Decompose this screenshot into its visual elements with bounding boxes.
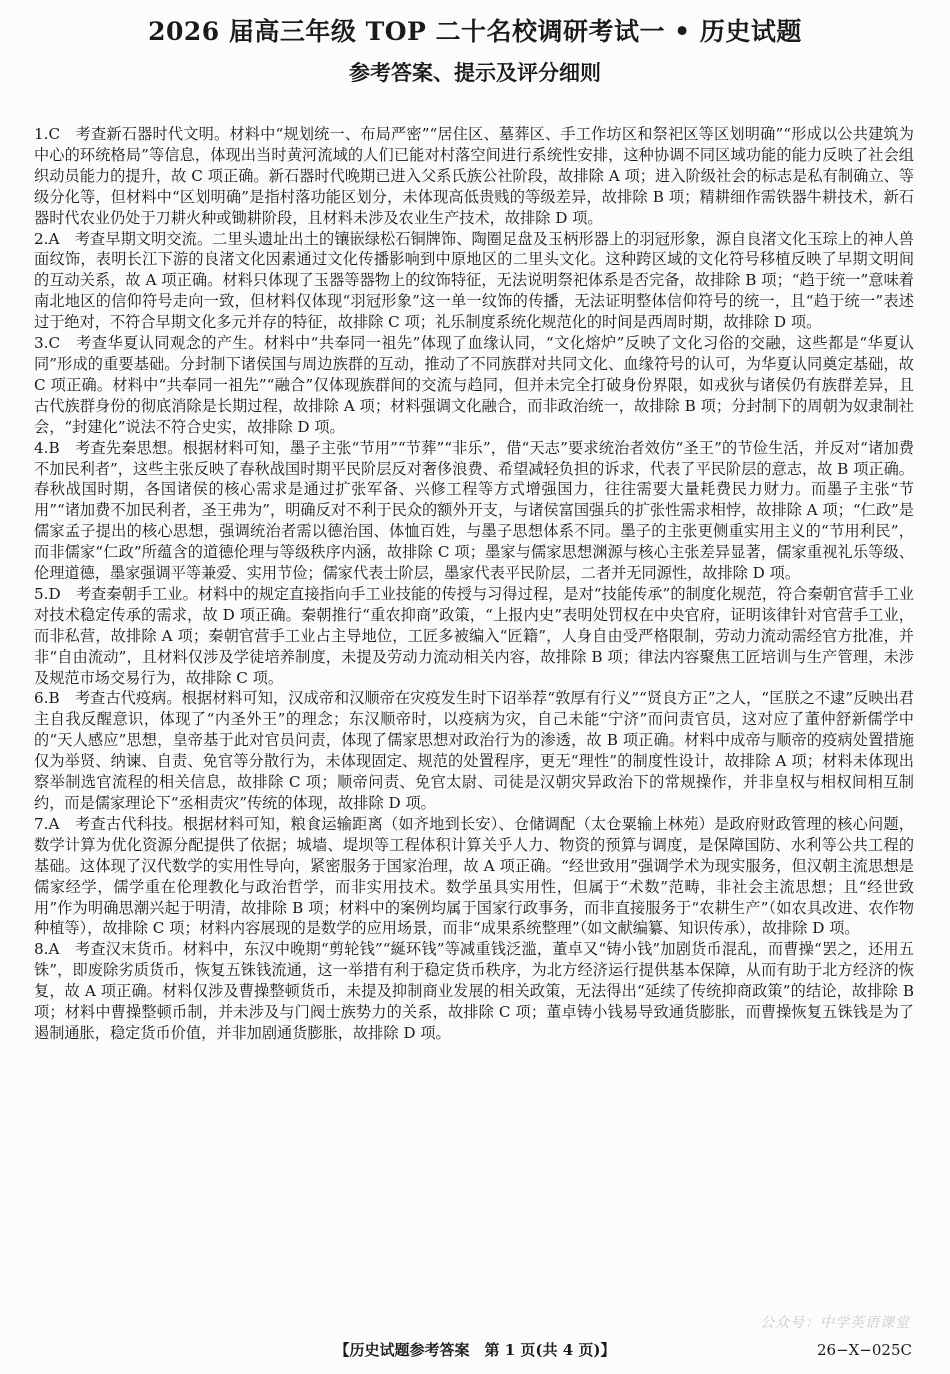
answer-item-5 — [34, 584, 914, 689]
answer-item-1 — [34, 124, 914, 229]
answer-text: C 考查华夏认同观念的产生。材料中“共奉同一祖先”体现了血缘认同，“文化熔炉”反映了文化习俗的交融，这些都是“华夏认同”形成的重要基础。分封制下诸侯国与周边族群的互动，推动了不同族群对共同文化、血缘符号的认可，为华夏认同奠定基础，故 C 项正确。材料中“共奉同一祖先”“融合”仅体现族群间的交流与趋同，但并未完全打破身份界限，如戎狄与诸侯仍有族群差异，且古代族群身份的彻底消除是长期过程，故排除 A 项；材料强调文化融合，而非政治统一，故排除 B 项；分封制下的周朝为奴隶制社会，“封建化”说法不符合史实，故排除 D 项。 — [34, 334, 914, 436]
answer-number: 2. — [34, 229, 49, 248]
page-title: 2026 届高三年级 TOP 二十名校调研考试一 • 历史试题 — [148, 17, 802, 46]
answer-number: 5. — [34, 584, 49, 603]
page-footer — [0, 1339, 950, 1363]
answer-item-8 — [34, 939, 914, 1044]
answer-item-7 — [34, 814, 914, 939]
answer-number: 4. — [34, 438, 49, 457]
answer-item-4 — [34, 438, 914, 584]
answer-text: D 考查秦朝手工业。材料中的规定直接指向手工业技能的传授与习得过程，是对“技能传承”的制度化规范，符合秦朝官营手工业对技术稳定传承的需求，故 D 项正确。秦朝推行“重农抑商”政策，“上报内史”表明处罚权在中央官府，证明该律针对官营手工业，而非私营，故排除 A 项；秦朝官营手工业占主导地位，工匠多被编入“匠籍”，人身自由受严格限制，劳动力流动需经官方批准，并非“自由流动”，且材料仅涉及学徒培养制度，未提及劳动力流动相关内容，故排除 B 项；律法内容聚焦工匠培训与生产管理，未涉及规范市场交易行为，故排除 C 项。 — [34, 584, 914, 687]
footer-exam-code: 26−X−025C — [816, 1341, 912, 1359]
answer-text: C 考查新石器时代文明。材料中“规划统一、布局严密”“居住区、墓葬区、手工作坊区和祭祀区等区划明确”“形成以公共建筑为中心的环统格局”等信息，体现出当时黄河流域的人们已能对村落空间进行系统性安排，这种协调不同区域功能的能力反映了社会组织动员能力的提升，故 C 项正确。新石器时代晚期已进入父系氏族公社阶段，故排除 A 项；进入阶级社会的标志是私有制确立、等级分化等，但材料中“区划明确”是指村落功能区划分，未体现高低贵贱的等级差异，故排除 B 项；精耕细作需铁器牛耕技术，新石器时代农业仍处于刀耕火种或锄耕阶段，且材料未涉及农业生产技术，故排除 D 项。 — [34, 125, 914, 227]
watermark: 公众号：中学英语课堂 — [760, 1315, 910, 1331]
answer-text: B 考查古代疫病。根据材料可知，汉成帝和汉顺帝在灾疫发生时下诏举荐“敦厚有行义”“贤良方正”之人，“匡朕之不逮”反映出君主自我反醒意识，体现了“内圣外王”的理念；东汉顺帝时，以疫病为灾，自己未能“宁济”而问责官员，这对应了董仲舒新儒学中的“天人感应”思想，皇帝基于此对官员问责，体现了儒家思想对政治行为的渗透，故 B 项正确。材料中成帝与顺帝的疫病处置措施仅为举贤、纳谏、自责、免官等分散行为，未体现固定、规范的处置程序，更无“理性”的制度性设计，故排除 A 项；材料未体现出察举制选官流程的相关信息，故排除 C 项；顺帝问责、免官太尉、司徒是汉朝灾异政治下的常规操作，并非皇权与相权间相互制约，而是儒家理论下“丞相责灾”传统的体现，故排除 D 项。 — [34, 689, 914, 812]
answer-text: A 考查古代科技。根据材料可知，粮食运输距离（如齐地到长安）、仓储调配（太仓粟输上林苑）是政府财政管理的核心问题，数学计算为优化资源分配提供了依据；城墙、堤坝等工程体积计算关乎人力、物资的预算与调度，是保障国防、水利等公共工程的基础。这体现了汉代数学的实用性导向，紧密服务于国家治理，故 A 项正确。“经世致用”强调学术为现实服务，但汉朝主流思想是儒家经学，儒学重在伦理教化与政治哲学，而非实用技术。数学虽具实用性，但属于“术数”范畴，非社会主流思想；且“经世致用”作为明确思潮兴起于明清，故排除 B 项；材料中的案例均属于国家行政事务，而非直接服务于“农耕生产”（如农具改进、农作物种植等），故排除 C 项；材料内容展现的是数学的应用场景，而非“成果系统整理”（如文献编纂、知识传承），故排除 D 项。 — [34, 814, 914, 938]
answer-number: 7. — [34, 814, 49, 833]
answer-list — [34, 124, 914, 1044]
answer-text: B 考查先秦思想。根据材料可知，墨子主张“节用”“节葬”“非乐”，借“天志”要求统治者效仿“圣王”的节俭生活，并反对“诸加费不加民利者”，这些主张反映了春秋战国时期平民阶层反对奢侈浪费、希望减轻负担的诉求，代表了平民阶层的意志，故 B 项正确。春秋战国时期，各国诸侯的核心需求是通过扩张军备、兴修工程等方式增强国力，往往需要大量耗费民力财力。而墨子主张“节用”“诸加费不加民利者，圣王弗为”，明确反对不利于民众的额外开支，与诸侯富国强兵的扩张性需求相悖，故排除 A 项；“仁政”是儒家孟子提出的核心思想，强调统治者需以德治国、体恤百姓，与墨子思想体系不同。墨子的主张更侧重实用主义的“节用利民”，而非儒家“仁政”所蕴含的道德伦理与等级秩序内涵，故排除 C 项；墨家与儒家思想渊源与核心主张差异显著，儒家重视礼乐等级、伦理道德，墨家强调平等兼爱、实用节俭；儒家代表士阶层，墨家代表平民阶层，二者并无同源性，故排除 D 项。 — [34, 438, 914, 583]
answer-number: 8. — [34, 940, 49, 959]
answer-item-2 — [34, 229, 914, 334]
answer-number: 6. — [34, 689, 49, 708]
answer-item-6 — [34, 688, 914, 813]
answer-item-3 — [34, 333, 914, 438]
answer-number: 1. — [34, 125, 49, 143]
page-subtitle: 参考答案、提示及评分细则 — [349, 60, 601, 85]
answer-text: A 考查汉末货币。材料中，东汉中晚期“剪轮钱”“綖环钱”等减重钱泛滥，董卓又“铸小钱”加剧货币混乱，而曹操“罢之，还用五铢”，即废除劣质货币，恢复五铢钱流通，这一举措有利于稳定货币秩序，为北方经济运行提供基本保障，从而有助于北方经济的恢复，故 A 项正确。材料仅涉及曹操整顿货币，未提及抑制商业发展的相关政策，无法得出“延续了传统抑商政策”的结论，故排除 B 项；材料中曹操整顿币制，并未涉及与门阀士族势力的关系，故排除 C 项；董卓铸小钱易导致通货膨胀，而曹操恢复五铢钱是为了遏制通胀，稳定货币价值，并非加剧通货膨胀，故排除 D 项。 — [34, 940, 914, 1042]
answer-text: A 考查早期文明交流。二里头遗址出土的镶嵌绿松石铜牌饰、陶圈足盘及玉柄形器上的羽冠形象，源自良渚文化玉琮上的神人兽面纹饰，表明长江下游的良渚文化因素通过文化传播影响到中原地区的二里头文化。这种跨区域的文化符号移植反映了早期文明间的互动关系，故 A 项正确。材料只体现了玉器等器物上的纹饰特征，无法说明祭祀体系是否完备，故排除 B 项；“趋于统一”意味着南北地区的信仰符号走向一致，但材料仅体现“羽冠形象”这一单一纹饰的传播，无法证明整体信仰符号的统一，且“趋于统一”表述过于绝对，不符合早期文化多元并存的特征，故排除 C 项；礼乐制度系统化规范化的时间是西周时期，故排除 D 项。 — [34, 229, 914, 332]
answer-number: 3. — [34, 334, 49, 353]
footer-page-label: 【历史试题参考答案 第 1 页(共 4 页)】 — [334, 1341, 616, 1359]
